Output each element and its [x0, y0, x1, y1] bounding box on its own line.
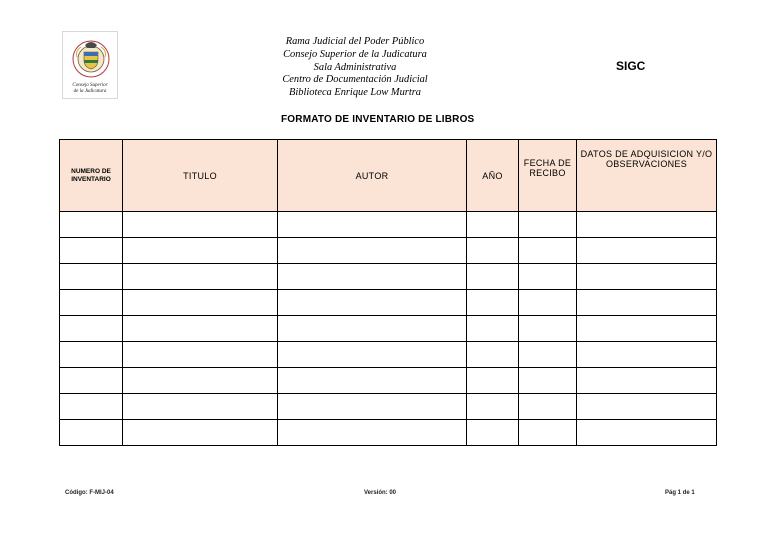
table-cell[interactable] — [60, 238, 123, 264]
col-anio: AÑO — [467, 140, 519, 212]
table-cell[interactable] — [577, 368, 717, 394]
logo-caption-line-1: Consejo Superior — [72, 83, 108, 88]
table-cell[interactable] — [60, 420, 123, 446]
table-cell[interactable] — [60, 316, 123, 342]
table-cell[interactable] — [577, 316, 717, 342]
table-cell[interactable] — [519, 290, 577, 316]
table-cell[interactable] — [123, 212, 278, 238]
sigc-label: SIGC — [616, 59, 646, 73]
header-line-4: Centro de Documentación Judicial — [282, 74, 428, 86]
table-row — [60, 290, 717, 316]
table-cell[interactable] — [519, 394, 577, 420]
logo — [62, 31, 118, 99]
table-cell[interactable] — [123, 342, 278, 368]
table-cell[interactable] — [123, 420, 278, 446]
table-cell[interactable] — [467, 264, 519, 290]
institution-header — [230, 36, 480, 100]
col-datos-adquisicion: DATOS DE ADQUISICION Y/O OBSERVACIONES — [577, 140, 717, 212]
table-cell[interactable] — [467, 290, 519, 316]
table-row — [60, 394, 717, 420]
footer-version: Versión: 00 — [364, 490, 397, 496]
inventory-table — [59, 139, 717, 446]
table-row — [60, 316, 717, 342]
header-line-5: Biblioteca Enrique Low Murtra — [289, 87, 421, 99]
table-cell[interactable] — [519, 420, 577, 446]
table-cell[interactable] — [467, 238, 519, 264]
table-cell[interactable] — [123, 238, 278, 264]
table-cell[interactable] — [519, 238, 577, 264]
table-cell[interactable] — [577, 420, 717, 446]
table-cell[interactable] — [60, 264, 123, 290]
table-cell[interactable] — [467, 212, 519, 238]
table-cell[interactable] — [278, 212, 467, 238]
table-row — [60, 368, 717, 394]
table-cell[interactable] — [278, 342, 467, 368]
table-cell[interactable] — [278, 290, 467, 316]
table-cell[interactable] — [60, 368, 123, 394]
table-cell[interactable] — [519, 342, 577, 368]
table-cell[interactable] — [278, 316, 467, 342]
table-row — [60, 420, 717, 446]
table-cell[interactable] — [577, 212, 717, 238]
table-cell[interactable] — [278, 264, 467, 290]
table-cell[interactable] — [278, 368, 467, 394]
table-row — [60, 212, 717, 238]
table-cell[interactable] — [60, 290, 123, 316]
table-cell[interactable] — [60, 342, 123, 368]
logo-caption — [63, 83, 117, 94]
table-cell[interactable] — [278, 238, 467, 264]
col-autor: AUTOR — [278, 140, 467, 212]
form-title: FORMATO DE INVENTARIO DE LIBROS — [281, 114, 475, 125]
col-fecha-recibo: FECHA DE RECIBO — [519, 140, 577, 212]
table-cell[interactable] — [467, 394, 519, 420]
table-cell[interactable] — [467, 316, 519, 342]
table-row — [60, 238, 717, 264]
table-cell[interactable] — [123, 316, 278, 342]
table-cell[interactable] — [519, 316, 577, 342]
table-cell[interactable] — [519, 264, 577, 290]
logo-caption-line-2: de la Judicatura — [73, 88, 107, 94]
table-cell[interactable] — [577, 342, 717, 368]
col-numero-inventario: NUMERO DE INVENTARIO — [60, 140, 123, 212]
coat-of-arms-icon — [71, 35, 111, 81]
table-cell[interactable] — [123, 394, 278, 420]
footer-page: Pág 1 de 1 — [665, 490, 695, 496]
header-line-3: Sala Administrativa — [313, 61, 397, 73]
table-cell[interactable] — [467, 420, 519, 446]
table-header-row — [60, 140, 717, 212]
table-cell[interactable] — [577, 264, 717, 290]
table-cell[interactable] — [519, 368, 577, 394]
table-cell[interactable] — [60, 394, 123, 420]
table-cell[interactable] — [278, 394, 467, 420]
table-cell[interactable] — [60, 212, 123, 238]
table-cell[interactable] — [577, 290, 717, 316]
table-row — [60, 264, 717, 290]
header-line-1: Rama Judicial del Poder Público — [285, 36, 425, 47]
col-titulo: TITULO — [123, 140, 278, 212]
table-cell[interactable] — [519, 212, 577, 238]
table-cell[interactable] — [123, 368, 278, 394]
table-cell[interactable] — [123, 290, 278, 316]
footer-code: Código: F-MIJ-04 — [65, 490, 114, 496]
header-line-2: Consejo Superior de la Judicatura — [283, 48, 427, 60]
table-cell[interactable] — [467, 342, 519, 368]
table-row — [60, 342, 717, 368]
table-cell[interactable] — [577, 238, 717, 264]
table-cell[interactable] — [577, 394, 717, 420]
table-cell[interactable] — [467, 368, 519, 394]
table-cell[interactable] — [123, 264, 278, 290]
table-cell[interactable] — [278, 420, 467, 446]
